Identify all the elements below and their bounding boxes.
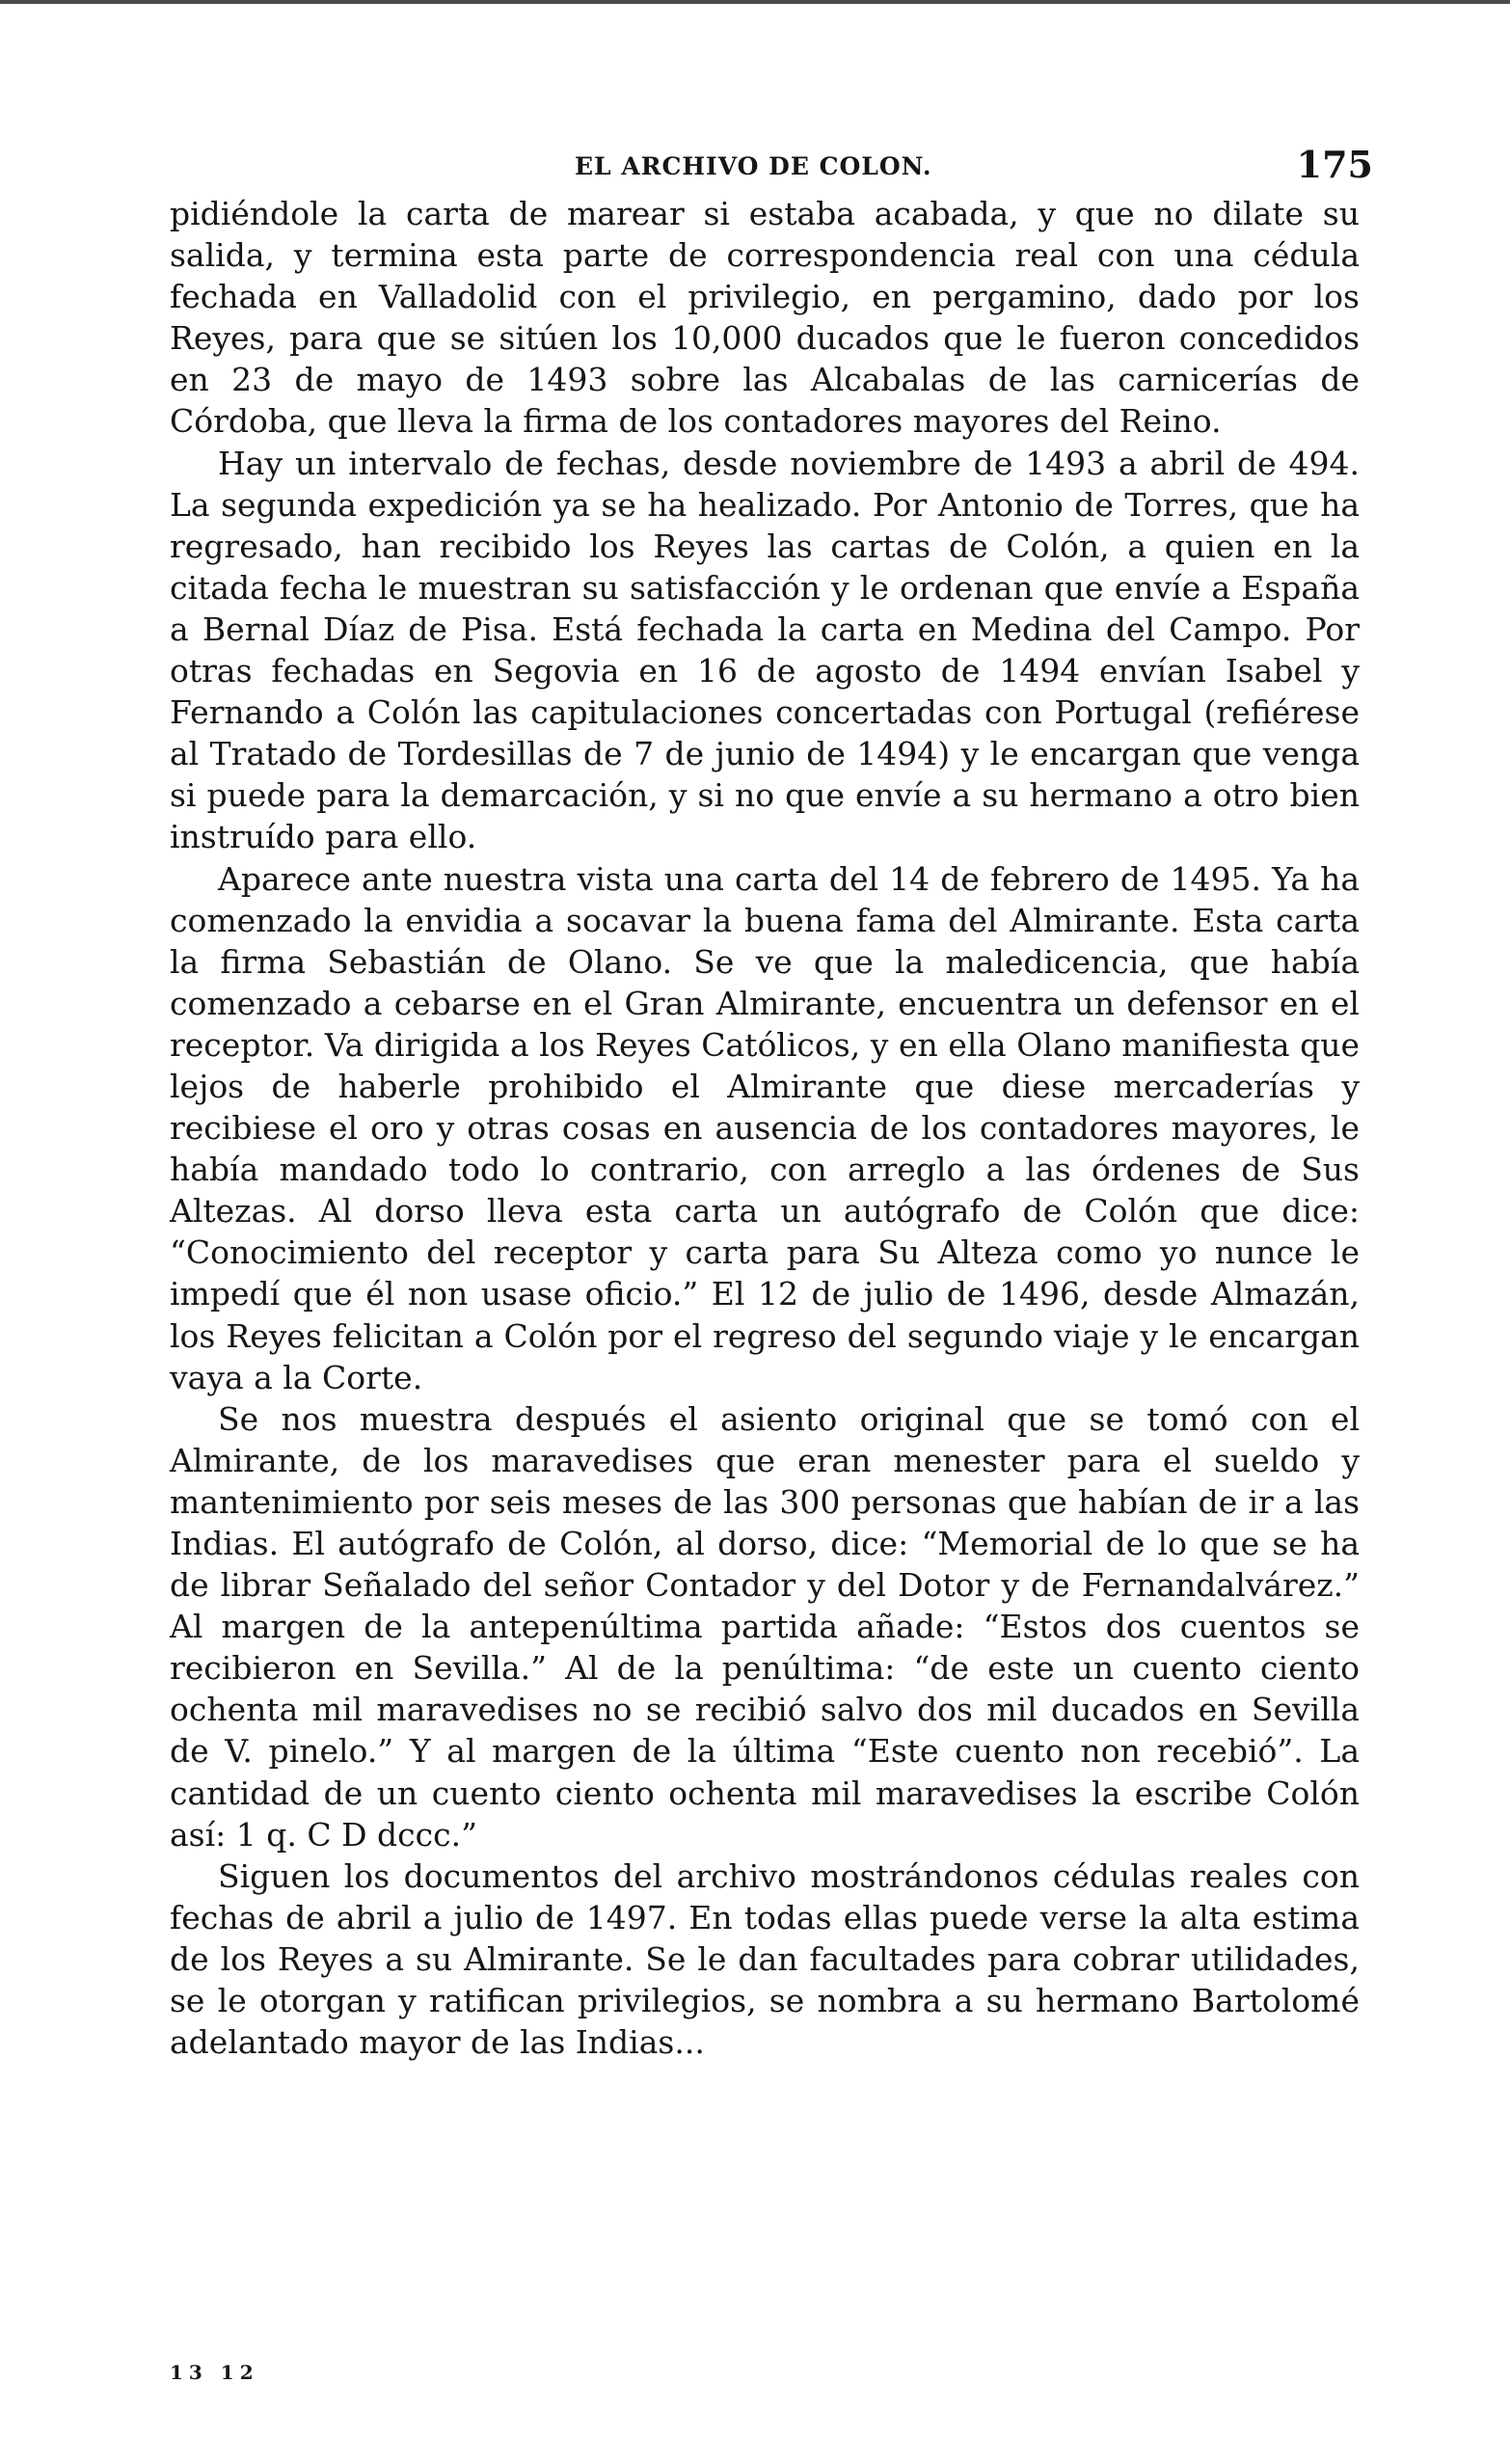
running-title: EL ARCHIVO DE COLON.: [575, 152, 932, 180]
signature-mark: 13 12: [170, 2361, 259, 2384]
running-head: [170, 143, 1373, 187]
book-page: [170, 143, 1373, 2063]
paragraph-continuation: pidiéndole la carta de marear si estaba acabada, y que no dilate su salida, y termina esta parte de correspondencia real con una cédula fechada en Valladolid con el privilegio, en pergamino, dado por los Reyes, para que se sitúen los 10,000 ducados que le fueron concedidos en 23 de mayo de 1493 sobre las Alcabalas de las carnicerías de Córdoba, que lleva la firma de los contadores mayores del Reino.: [170, 195, 1360, 441]
paragraph-carta-olano: Aparece ante nuestra vista una carta del 14 de febrero de 1495. Ya ha comenzado la envidia a socavar la buena fama del Almirante. Esta carta la firma Sebastián de Olano. Se ve que la maledicencia, que había comenzado a cebarse en el Gran Almirante, encuentra un defensor en el receptor. Va dirigida a los Reyes Católicos, y en ella Olano manifiesta que lejos de haberle prohibido el Almirante que diese mercaderías y recibiese el oro y otras cosas en ausencia de los contadores mayores, le había mandado todo lo contrario, con arreglo a las órdenes de Sus Altezas. Al dorso lleva esta carta un autógrafo de Colón que dice: “Conocimiento del receptor y carta para Su Alteza como yo nunce le impedí que él non usase oficio.” El 12 de julio de 1496, desde Almazán, los Reyes felicitan a Colón por el regreso del segundo viaje y le encargan vaya a la Corte.: [170, 859, 1360, 1396]
body-text: [170, 193, 1360, 2063]
top-edge-rule: [0, 0, 1510, 4]
page-number: 175: [1296, 143, 1373, 186]
paragraph-intervalo-fechas: Hay un intervalo de fechas, desde noviembre de 1493 a abril de 494. La segunda expedición ya se ha healizado. Por Antonio de Torres, que ha regresado, han recibido los Reyes las cartas de Colón, a quien en la citada fecha le muestran su satisfacción y le ordenan que envíe a España a Bernal Díaz de Pisa. Está fechada la carta en Medina del Campo. Por otras fechadas en Segovia en 16 de agosto de 1494 envían Isabel y Fernando a Colón las capitulaciones concertadas con Portugal (refiérese al Tratado de Tordesillas de 7 de junio de 1494) y le encargan que venga si puede para la demarcación, y si no que envíe a su hermano a otro bien instruído para ello.: [170, 444, 1360, 856]
paragraph-cedulas-reales: Siguen los documentos del archivo mostrándonos cédulas reales con fechas de abril a julio de 1497. En todas ellas puede verse la alta estima de los Reyes a su Almirante. Se le dan facultades para cobrar utilidades, se le otorgan y ratifican privilegios, se nombra a su hermano Bartolomé adelantado mayor de las Indias...: [170, 1856, 1360, 2062]
paragraph-asiento-original: Se nos muestra después el asiento original que se tomó con el Almirante, de los maravedises que eran menester para el sueldo y mantenimiento por seis meses de las 300 personas que habían de ir a las Indias. El autógrafo de Colón, al dorso, dice: “Memorial de lo que se ha de librar Señalado del señor Contador y del Dotor y de Fernandalvárez.” Al margen de la antepenúltima partida añade: “Estos dos cuentos se recibieron en Sevilla.” Al de la penúltima: “de este un cuento ciento ochenta mil maravedises no se recibió salvo dos mil ducados en Sevilla de V. pinelo.” Y al margen de la última “Este cuento non recebió”. La cantidad de un cuento ciento ochenta mil maravedises la escribe Colón así: 1 q. C D dccc.”: [170, 1399, 1360, 1854]
